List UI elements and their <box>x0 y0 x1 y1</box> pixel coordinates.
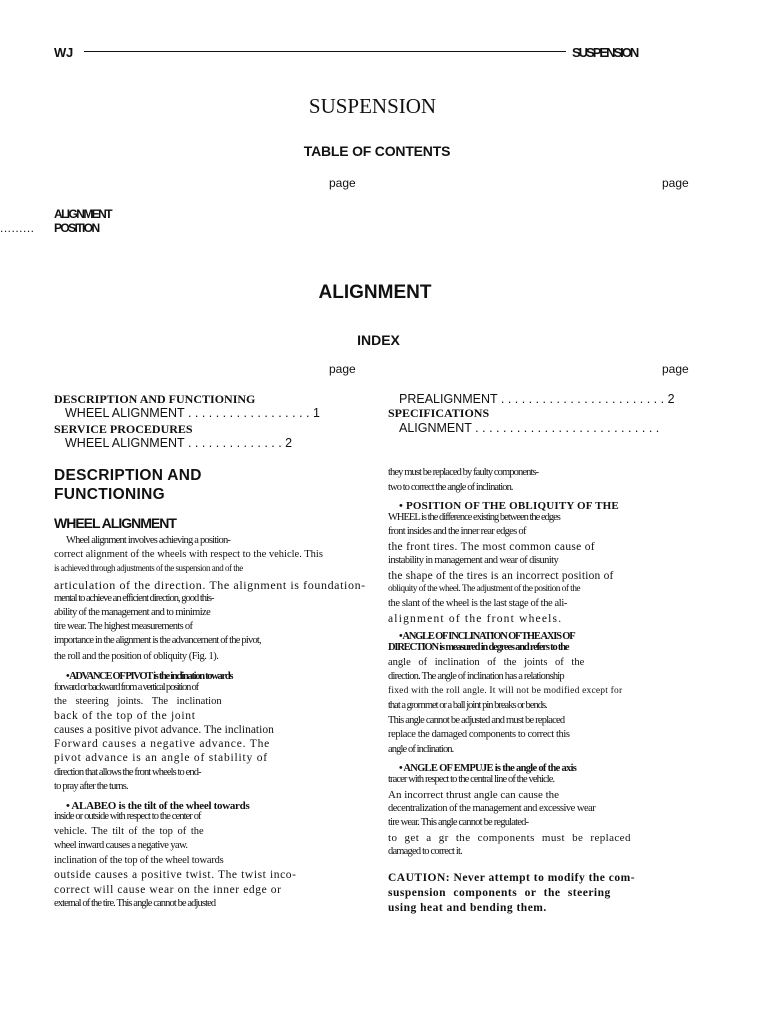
body-line: external of the tire. This angle cannot be adjusted <box>54 898 216 909</box>
body-line: outside causes a positive twist. The twist inco- <box>54 869 297 881</box>
body-bullet: • ADVANCE OF PIVOT is the inclination towards <box>66 671 233 682</box>
body-line: two to correct the angle of inclination. <box>388 482 513 493</box>
running-header-left: WJ <box>54 45 73 60</box>
index-head-service: SERVICE PROCEDURES <box>54 422 193 436</box>
subheading-wheel-alignment: WHEEL ALIGNMENT <box>54 515 176 531</box>
body-line: to get a gr the components must be replaced <box>388 832 631 844</box>
body-bullet: • ALABEO is the tilt of the wheel towards <box>66 800 250 812</box>
body-line: the slant of the wheel is the last stage of the ali- <box>388 598 567 609</box>
body-line: fixed with the roll angle. It will not be modified except for <box>388 686 623 696</box>
body-line: the roll and the position of obliquity (Fig. 1). <box>54 651 219 662</box>
toc-page-label-right: page <box>662 176 689 190</box>
body-line: An incorrect thrust angle can cause the <box>388 789 560 801</box>
index-head-description: DESCRIPTION AND FUNCTIONING <box>54 392 256 406</box>
body-line: instability in management and wear of disunity <box>388 555 559 566</box>
body-line: decentralization of the management and excessive wear <box>388 803 596 814</box>
index-item-wheel-alignment[interactable]: WHEEL ALIGNMENT . . . . . . . . . . . . . . . . . . 1 <box>65 406 320 420</box>
toc-page-label-left: page <box>329 176 356 190</box>
body-line: vehicle. The tilt of the top of the <box>54 826 204 837</box>
body-line: pivot advance is an angle of stability of <box>54 752 268 764</box>
body-line: inside or outside with respect to the center of <box>54 811 201 822</box>
body-line: angle of inclination of the joints of the <box>388 657 585 668</box>
body-line: that a grommet or a ball joint pin breaks or bends. <box>388 700 547 711</box>
body-line: front insides and the inner rear edges of <box>388 526 526 537</box>
body-line: angle of inclination. <box>388 744 454 755</box>
toc-leader: ......... <box>0 221 35 235</box>
body-bullet: • ANGLE OF INCLINATION OF THE AXIS OF <box>399 631 575 642</box>
body-line: Forward causes a negative advance. The <box>54 738 271 750</box>
body-line: obliquity of the wheel. The adjustment of the position of the <box>388 584 580 594</box>
body-line: tire wear. This angle cannot be regulated- <box>388 817 529 828</box>
index-page-label-left: page <box>329 362 356 376</box>
section-title-alignment: ALIGNMENT <box>318 282 432 303</box>
body-line: This angle cannot be adjusted and must be replaced <box>388 715 565 726</box>
document-title: SUSPENSION <box>308 94 437 118</box>
body-line: Wheel alignment involves achieving a position- <box>66 535 231 546</box>
body-line: causes a positive pivot advance. The inclination <box>54 724 274 736</box>
running-header-right: SUSPENSION <box>572 45 638 60</box>
body-line: mental to achieve an efficient direction, good this- <box>54 593 214 604</box>
section-heading-line1: DESCRIPTION AND <box>54 467 202 484</box>
toc-entry-position[interactable]: POSITION <box>54 221 99 235</box>
index-head-specifications: SPECIFICATIONS <box>388 406 490 420</box>
caution-line-3: using heat and bending them. <box>388 902 547 914</box>
toc-heading: TABLE OF CONTENTS <box>303 143 451 159</box>
section-heading-line2: FUNCTIONING <box>54 486 165 503</box>
index-item-prealignment[interactable]: PREALIGNMENT . . . . . . . . . . . . . . . . . . . . . . . . 2 <box>399 392 675 406</box>
body-line: forward or backward from a vertical position of <box>54 682 198 693</box>
body-line: back of the top of the joint <box>54 710 196 722</box>
body-line: ability of the management and to minimize <box>54 607 211 618</box>
body-line: damaged to correct it. <box>388 846 462 857</box>
body-line: wheel inward causes a negative yaw. <box>54 840 188 851</box>
caution-line-1: CAUTION: Never attempt to modify the com- <box>388 872 636 884</box>
header-rule <box>84 51 566 52</box>
body-line: articulation of the direction. The alignment is foundation- <box>54 578 366 592</box>
body-line: inclination of the top of the wheel towards <box>54 855 224 866</box>
body-line: correct will cause wear on the inner edge or <box>54 884 282 896</box>
body-line: replace the damaged components to correct this <box>388 729 570 740</box>
body-line: WHEEL is the difference existing between the edges <box>388 512 560 523</box>
body-line: is achieved through adjustments of the suspension and of the <box>54 563 243 573</box>
body-line: the steering joints. The inclination <box>54 696 222 707</box>
body-line: tracer with respect to the central line of the vehicle. <box>388 774 555 785</box>
index-heading: INDEX <box>357 332 400 348</box>
caution-line-2: suspension components or the steering <box>388 887 611 899</box>
index-page-label-right: page <box>662 362 689 376</box>
body-line: tire wear. The highest measurements of <box>54 621 193 632</box>
body-line: they must be replaced by faulty components- <box>388 467 539 478</box>
body-line: correct alignment of the wheels with respect to the vehicle. This <box>54 549 323 560</box>
body-bullet: • ANGLE OF EMPUJE is the angle of the axis <box>399 763 577 774</box>
body-line: direction that allows the front wheels to end- <box>54 767 201 778</box>
toc-entry-alignment[interactable]: ALIGNMENT <box>54 207 111 221</box>
index-item-alignment-spec[interactable]: ALIGNMENT . . . . . . . . . . . . . . . . . . . . . . . . . . . <box>399 421 660 435</box>
body-line: to pray after the turns. <box>54 781 128 792</box>
body-line: the shape of the tires is an incorrect position of <box>388 570 614 582</box>
index-item-wheel-alignment-2[interactable]: WHEEL ALIGNMENT . . . . . . . . . . . . . . 2 <box>65 436 293 450</box>
body-line: alignment of the front wheels. <box>388 613 563 625</box>
body-line: the front tires. The most common cause of <box>388 541 595 553</box>
body-line: direction. The angle of inclination has a relationship <box>388 671 564 682</box>
body-line: importance in the alignment is the advancement of the pivot, <box>54 635 261 646</box>
body-bullet: • POSITION OF THE OBLIQUITY OF THE <box>399 500 619 512</box>
body-line: DIRECTION is measured in degrees and refers to the <box>388 642 569 653</box>
